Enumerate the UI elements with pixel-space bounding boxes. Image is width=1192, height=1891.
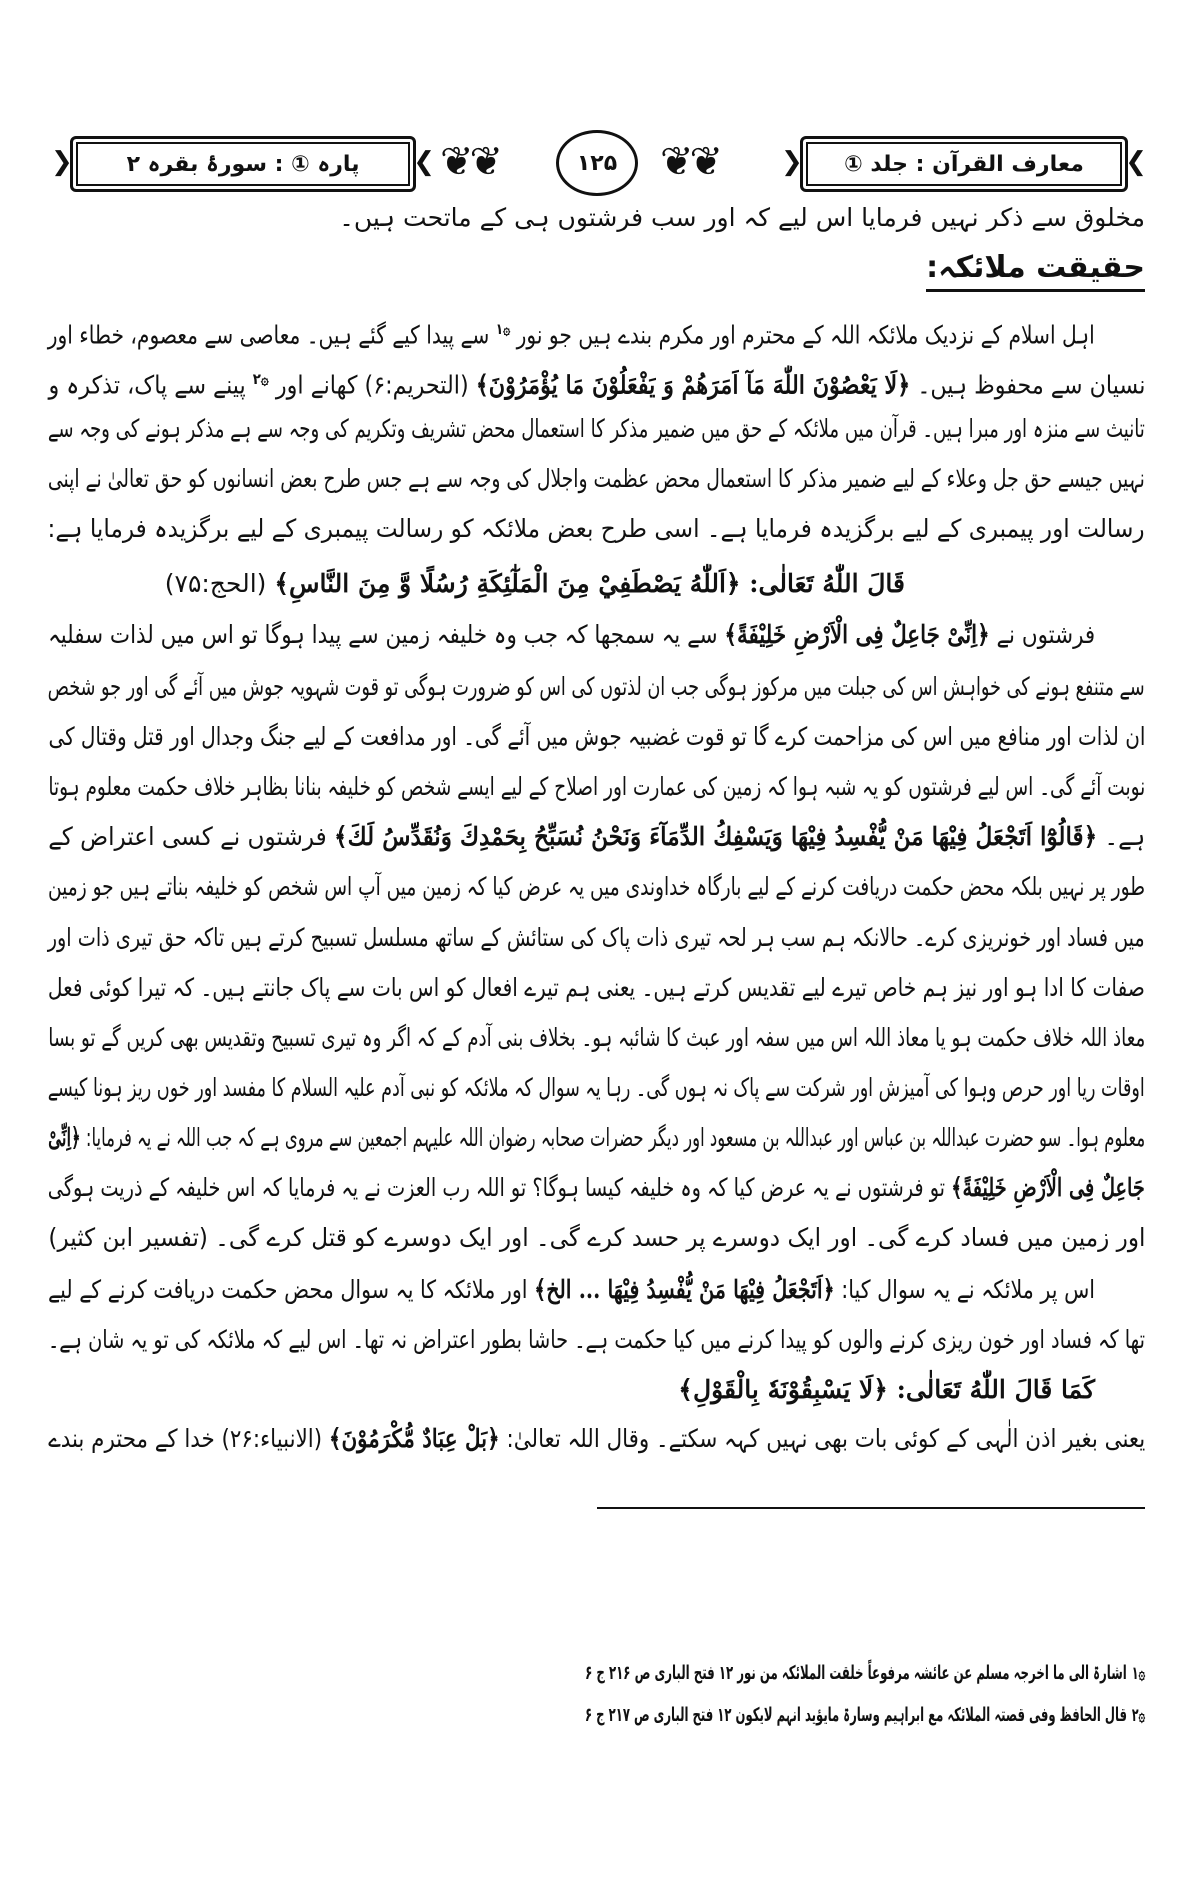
header-book-title-box (800, 136, 1128, 192)
text-run: سے پیدا کیے گئے ہیں۔ معاصی سے معصوم، خطاء اور (48, 320, 497, 350)
page-number-badge (556, 130, 638, 196)
section-heading: حقیقت ملائکہ: (926, 250, 1145, 292)
quran-verse: قَالَ اللّٰهُ تَعَالٰی: (740, 569, 905, 598)
text-run: معلوم ہوا۔ سو حضرت عبداللہ بن عباس اور عبداللہ بن مسعود اور دیگر حضرات صحابہ رضوان اللہ علیہم اجمعین سے مروی ہے کہ جب اللہ نے یہ فرمایا: (80, 1123, 1146, 1152)
text-run: (التحریم:۶) کھانے اور (268, 370, 476, 400)
text-run: طور پر نہیں بلکہ محض حکمت دریافت کرنے کے لیے بارگاہ خداوندی میں یہ عرض کیا کہ زمین میں آپ اس شخص کو خلیفہ بناتے ہیں جو زمین (48, 872, 1145, 901)
text-line (48, 562, 905, 606)
quran-verse: ﴿اَتَجْعَلُ فِيْهَا مَنْ يُّفْسِدُ فِيْهَا ... الخ﴾ (534, 1275, 835, 1304)
text-run: فرشتوں نے (989, 620, 1095, 649)
text-line-continuation: مخلوق سے ذکر نہیں فرمایا اس لیے کہ اور سب فرشتوں ہی کے ماتحت ہیں۔ (339, 203, 1145, 232)
text-run: یعنی بغیر اذن الٰہی کے کوئی بات بھی نہیں کہہ سکتے۔ وقال اللہ تعالیٰ: (499, 1424, 1145, 1453)
text-run: نسیان سے محفوظ ہیں۔ (909, 370, 1145, 400)
text-run: تو فرشتوں نے یہ عرض کیا کہ وہ خلیفہ کیسا ہوگا؟ تو اللہ رب العزت نے یہ فرمایا کہ اس خلیفہ کے ذریت ہوگی (48, 1173, 952, 1202)
text-line (48, 1116, 1145, 1160)
footnote-marker-icon: ۞۲ (1131, 1705, 1145, 1726)
text-run: صفات کا ادا ہو اور نیز ہم خاص تیرے لیے تقدیس کرتے ہیں۔ یعنی ہم تیرے افعال کو اس بات سے پاک جانتے ہیں۔ کہ تیرا کوئی فعل (48, 973, 1145, 1002)
text-line (48, 1066, 1145, 1110)
text-line (48, 1318, 1145, 1362)
text-line (48, 613, 1095, 657)
text-run: سے یہ سمجھا کہ جب وہ خلیفہ زمین سے پیدا ہوگا تو اس میں لذات سفلیہ (48, 620, 725, 649)
quran-verse: ﴿اِنِّیْ (48, 1123, 81, 1152)
text-run: تانیث سے منزہ اور مبرا ہیں۔ قرآن میں ملائکہ کے حق میں ضمیر مذکر کا استعمال محض تشریف وتکریم کی وجہ سے ہے مذکر ہونے کی وجہ سے (48, 414, 1145, 443)
text-line (48, 307, 1095, 351)
quran-verse: ﴿لَا يَعْصُوْنَ اللّٰهَ مَآ اَمَرَهُمْ وَ يَفْعَلُوْنَ مَا يُؤْمَرُوْنَ﴾ (475, 370, 910, 400)
text-line (48, 1166, 1145, 1210)
text-run: نہیں جیسے حق جل وعلاء کے لیے ضمیر مذکر کا استعمال محض عظمت واجلال کی وجہ سے ہے جس طرح بعض انسانوں کو حق تعالیٰ نے اپنی (48, 464, 1145, 493)
text-run: معاذ اللہ خلاف حکمت ہو یا معاذ اللہ اس میں سفہ اور عبث کا شائبہ ہو۔ بخلاف بنی آدم کے کہ اگر وہ تیری تسبیح وتقدیس بھی کریں گے تو بسا (48, 1023, 1145, 1052)
text-line (48, 665, 1145, 709)
footnote-ref-icon: ۞۲ (252, 370, 269, 388)
footnote-1: ۞۱اشارۃ الی ما اخرجہ مسلم عن عائشہ مرفوعاً خلقت الملائکہ من نور ۱۲ فتح الباری ص ۲۱۶ ج ۶ (585, 1662, 1145, 1684)
text-line (48, 715, 1145, 759)
text-run: نوبت آئے گی۔ اس لیے فرشتوں کو یہ شبہ ہوا کہ زمین کی عمارت اور اصلاح کے لیے ایسے شخص کو خلیفہ بنانا بظاہر خلاف حکمت معلوم ہوتا (48, 772, 1145, 801)
quran-verse: ﴿قَالُوْٓا اَتَجْعَلُ فِيْهَا مَنْ يُّفْسِدُ فِيْهَا وَيَسْفِكُ الدِّمَآءَ وَنَحْنُ نُسَبِّحُ بِحَمْدِكَ وَنُقَدِّسُ لَكَ﴾ (333, 822, 1097, 851)
footnote-2: ۞۲قال الحافظ وفی قصتہ الملائکہ مع ابراہیم وسارۃ مایؤید انہم لایکون ۱۲ فتح الباری ص ۲۱۷ ج ۶ (585, 1704, 1145, 1726)
footnote-ref-icon: ۞۱ (496, 320, 511, 338)
header-ornament-right: ❦❦ (660, 139, 720, 185)
text-line (48, 765, 1145, 809)
quran-verse: ﴿بَلْ عِبَادٌ مُّكْرَمُوْنَ﴾ (328, 1424, 500, 1453)
header-part-surah-box (70, 136, 416, 192)
text-run: ہے۔ (1096, 822, 1145, 851)
text-run: فرشتوں نے کسی اعتراض کے (48, 822, 334, 851)
text-run: (تفسیر ابن کثیر) (48, 1223, 208, 1252)
text-line (48, 357, 1145, 401)
quran-verse: ﴿اَللّٰهُ يَصْطَفِيْ مِنَ الْمَلٰٓئِكَةِ رُسُلًا وَّ مِنَ النَّاسِ﴾ (274, 569, 741, 598)
text-run: پینے سے پاک، تذکرہ و (48, 370, 253, 400)
text-line (48, 865, 1145, 909)
footnote-marker-icon: ۞۱ (1131, 1663, 1145, 1684)
text-line (48, 966, 1145, 1010)
text-run: اس پر ملائکہ نے یہ سوال کیا: (834, 1275, 1095, 1304)
footnote-divider (597, 1507, 1145, 1509)
quran-verse: جَاعِلٌ فِی الْاَرْضِ خَلِیْفَةً﴾ (951, 1173, 1145, 1202)
quran-verse: ﴿لَا يَسْبِقُوْنَهٗ بِالْقَوْلِ﴾ (678, 1375, 888, 1404)
text-run: تھا کہ فساد اور خون ریزی کرنے والوں کو پیدا کرنے میں کیا حکمت ہے۔ حاشا بطور اعتراض نہ تھا۔ اس لیے کہ ملائکہ کی تو یہ شان ہے۔ (48, 1325, 1145, 1354)
text-line (48, 407, 1145, 451)
header-ornament-left: ❦❦ (440, 139, 500, 185)
text-run: اوقات ریا اور حرص وہوا کی آمیزش اور شرکت سے پاک نہ ہوں گی۔ رہا یہ سوال کہ ملائکہ کو نبی آدم علیہ السلام کا مفسد اور خوں ریز ہونا کیسے (48, 1073, 1145, 1102)
text-run: میں فساد اور خونریزی کرے۔ حالانکہ ہم سب ہر لحہ تیری ذات پاک کی ستائش کے ساتھ مسلسل تسبیح کرتے ہیں تاکہ حق تیری ذات اور (48, 923, 1145, 952)
text-line (48, 815, 1145, 859)
text-line (48, 1417, 1145, 1461)
text-run: (الانبیاء:۲۶) خدا کے محترم بندے (48, 1424, 329, 1453)
quran-verse: كَمَا قَالَ اللّٰهُ تَعَالٰی: (887, 1375, 1095, 1404)
text-line (48, 916, 1145, 960)
text-line (48, 1268, 1095, 1312)
text-run: رسالت اور پیمبری کے لیے برگزیدہ فرمایا ہے۔ اسی طرح بعض ملائکہ کو رسالت پیمبری کے لیے برگزیدہ فرمایا ہے: (48, 514, 1145, 543)
text-run: ان لذات اور منافع میں اس کی مزاحمت کرے گا تو قوت غضبیہ جوش میں آئے گی۔ اور مدافعت کے لیے جنگ وجدال اور قتل وقتال کی (48, 722, 1145, 751)
text-run: اور زمین میں فساد کرے گی۔ اور ایک دوسرے پر حسد کرے گی۔ اور ایک دوسرے کو قتل کرے گی۔ (207, 1223, 1146, 1252)
text-line (48, 1016, 1145, 1060)
header-part-surah: ❮ پارہ ① : سورۂ بقرہ ۲ (126, 151, 360, 177)
text-line (48, 1216, 1145, 1260)
text-line (48, 507, 1145, 551)
text-run: (الحج:۷۵) (164, 569, 275, 598)
text-run: اہل اسلام کے نزدیک ملائکہ اللہ کے محترم اور مکرم بندے ہیں جو نور (510, 320, 1095, 350)
text-line (48, 457, 1145, 501)
header-book-title: ❮ معارف القرآن : جلد ① (844, 151, 1084, 177)
page-number: ۱۲۵ (576, 150, 618, 176)
quran-verse: ﴿اِنِّیْ جَاعِلٌ فِی الْاَرْضِ خَلِیْفَةً﴾ (724, 620, 990, 649)
text-run: سے متنفع ہونے کی خواہش اس کی جبلت میں مرکوز ہوگی جب ان لذتوں کی اس کو ضرورت ہوگی تو قوت شہویہ جوش میں آئے گی اور جو شخص (48, 672, 1145, 701)
text-line (48, 1368, 1095, 1412)
text-run: اور ملائکہ کا یہ سوال محض حکمت دریافت کرنے کے لیے (48, 1275, 535, 1304)
